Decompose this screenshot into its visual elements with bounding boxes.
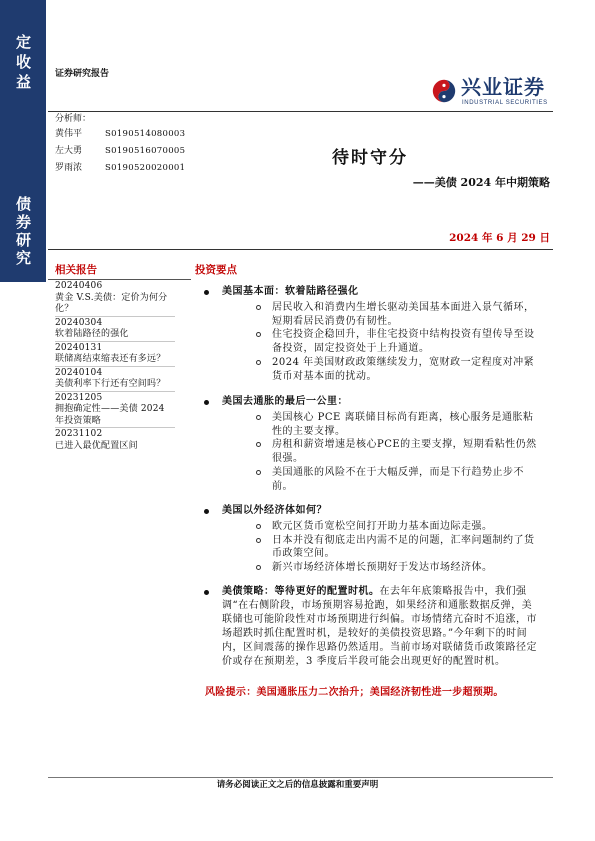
related-report-item xyxy=(55,366,175,391)
related-report-item xyxy=(55,427,175,452)
band-category-label: 定收益 xyxy=(14,34,32,94)
key-point-heading: 美国以外经济体如何？ xyxy=(222,505,327,516)
key-point-subitem xyxy=(195,356,540,383)
bullet-hollow-icon xyxy=(256,305,261,310)
related-reports-list xyxy=(55,281,175,452)
bullet-hollow-icon xyxy=(256,332,261,337)
key-point-heading-row xyxy=(195,504,540,518)
left-category-band xyxy=(0,0,46,282)
key-points-heading: 投资要点 xyxy=(195,264,237,276)
key-point-subitem-text: 美国通胀的风险不在于大幅反弹，而是下行趋势止步不前。 xyxy=(272,466,524,492)
key-point-subitem-text: 2024 年美国财政政策继续发力，宽财政一定程度对冲紧货币对基本面的扰动。 xyxy=(272,356,535,382)
key-point-subitems xyxy=(195,520,540,575)
analyst-row xyxy=(55,163,185,174)
related-report-item xyxy=(55,391,175,428)
key-point-subitem xyxy=(195,438,540,465)
bullet-hollow-icon xyxy=(256,470,261,475)
key-point-subitem xyxy=(195,534,540,561)
report-type-label: 证券研究报告 xyxy=(55,69,110,79)
analyst-license-id: S0190516070005 xyxy=(105,146,186,156)
footer-divider xyxy=(48,777,553,778)
related-report-title: 联储离结束缩表还有多远？ xyxy=(55,354,166,364)
related-report-date: 20231102 xyxy=(55,429,103,439)
bullet-hollow-icon xyxy=(256,565,261,570)
key-point-subitem-text: 房租和薪资增速是核心PCE的主要支撑，短期看粘性仍然很强。 xyxy=(272,439,537,465)
key-point-heading: 美国基本面：软着陆路径强化 xyxy=(222,286,359,297)
bullet-hollow-icon xyxy=(256,415,261,420)
analyst-name: 左大勇 xyxy=(55,146,83,156)
logo-name-cn: 兴业证券 xyxy=(461,75,545,99)
related-reports-heading: 相关报告 xyxy=(55,264,97,276)
key-point-group xyxy=(195,285,540,383)
bullet-filled-icon xyxy=(204,509,209,514)
bullet-filled-icon xyxy=(204,400,209,405)
key-point-subitem xyxy=(195,561,540,575)
key-point-subitem-text: 日本并没有彻底走出内需不足的问题，汇率问题制约了货币政策空间。 xyxy=(272,534,535,560)
key-point-subitem-text: 欧元区货币宽松空间打开助力基本面边际走强。 xyxy=(272,521,493,532)
strategy-text: 在去年年底策略报告中，我们强调“在右侧阶段，市场预期容易抢跑，如果经济和通胀数据反弹，美联储也可能阶段性对市场预期进行纠偏。市场情绪亢奋时不追涨，市场超跌时抓住配置时机，是较好的美债投资思路。”今年剩下的时间内，区间震荡的操作思路仍然适用。当前市场对联储货币政策路径定价或存在预期差，3 季度后半段可能会出现更好的配置时机。 xyxy=(222,586,537,667)
related-report-date: 20240131 xyxy=(55,342,103,353)
date-divider xyxy=(48,249,553,250)
key-point-subitems xyxy=(195,411,540,493)
analyst-name: 黄伟平 xyxy=(55,129,83,139)
related-report-date: 20240406 xyxy=(55,281,103,291)
key-point-subitem-text: 居民收入和消费内生增长驱动美国基本面进入景气循环，短期看居民消费仍有韧性。 xyxy=(272,302,535,327)
related-report-title: 拥抱确定性——美债 2024 年投资策略 xyxy=(55,404,165,426)
logo-emblem-icon xyxy=(432,79,456,103)
key-point-heading: 美国去通胀的最后一公里： xyxy=(222,396,348,407)
related-report-item xyxy=(55,316,175,341)
related-report-date: 20231205 xyxy=(55,392,103,403)
related-report-date: 20240304 xyxy=(55,317,103,328)
bullet-hollow-icon xyxy=(256,442,261,447)
analyst-row xyxy=(55,146,185,157)
related-report-title: 美债利率下行还有空间吗？ xyxy=(55,379,166,389)
logo-name-en: INDUSTRIAL SECURITIES xyxy=(462,100,548,106)
footer-disclaimer: 请务必阅读正文之后的信息披露和重要声明 xyxy=(216,780,379,790)
related-reports-divider xyxy=(48,279,191,280)
strategy-block xyxy=(195,585,540,669)
related-report-item xyxy=(55,341,175,366)
analyst-license-id: S0190520020001 xyxy=(105,163,186,173)
key-point-subitem xyxy=(195,328,540,355)
key-point-heading-row xyxy=(195,285,540,299)
strategy-paragraph xyxy=(195,585,540,669)
key-point-subitem-text: 新兴市场经济体增长预期好于发达市场经济体。 xyxy=(272,562,493,574)
key-point-subitem-text: 美国核心 PCE 离联储目标尚有距离，核心服务是通胀粘性的主要支撑。 xyxy=(272,412,534,437)
bullet-filled-icon xyxy=(204,590,209,595)
risk-warning: 风险提示：美国通胀压力二次抬升；美国经济韧性进一步超预期。 xyxy=(205,687,504,698)
strategy-label: 美债策略：等待更好的配置时机。 xyxy=(222,586,380,597)
key-point-group xyxy=(195,395,540,493)
key-point-subitem xyxy=(195,301,540,328)
key-point-heading-row xyxy=(195,395,540,409)
key-point-subitem xyxy=(195,520,540,534)
related-report-item xyxy=(55,281,175,316)
key-point-subitem-text: 住宅投资企稳回升，非住宅投资中结构投资有望传导至设备投资，固定投资处于上升通道。 xyxy=(272,329,535,355)
analyst-row xyxy=(55,129,185,140)
report-date: 2024 年 6 月 29 日 xyxy=(449,232,550,244)
analyst-name: 罗雨浓 xyxy=(55,163,83,173)
related-report-title: 已进入最优配置区间 xyxy=(55,440,138,451)
related-report-title: 黄金 V.S.美债：定价为何分化？ xyxy=(55,292,168,314)
key-point-subitems xyxy=(195,301,540,383)
report-title: 待时守分 xyxy=(332,148,408,168)
report-subtitle: ——美债 2024 年中期策略 xyxy=(412,176,550,189)
related-report-date: 20240104 xyxy=(55,367,103,378)
key-point-subitem xyxy=(195,466,540,493)
band-research-type-label: 债券研究 xyxy=(14,196,32,268)
bullet-filled-icon xyxy=(204,290,209,295)
analysts-label: 分析师： xyxy=(55,114,92,124)
key-point-subitem xyxy=(195,411,540,438)
bullet-hollow-icon xyxy=(256,360,261,365)
key-point-group xyxy=(195,504,540,575)
header-divider xyxy=(48,111,553,112)
bullet-hollow-icon xyxy=(256,524,261,529)
analyst-license-id: S0190514080003 xyxy=(105,129,186,139)
related-report-title: 软着陆路径的强化 xyxy=(55,329,129,339)
bullet-hollow-icon xyxy=(256,538,261,543)
